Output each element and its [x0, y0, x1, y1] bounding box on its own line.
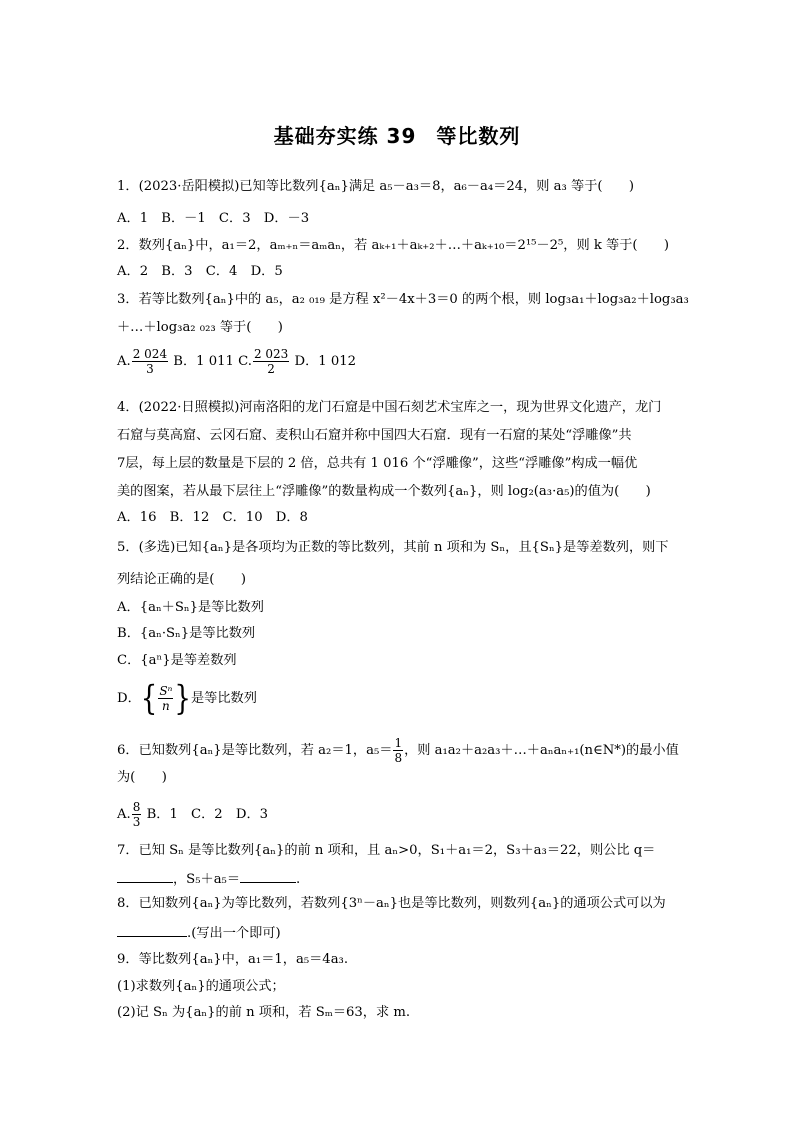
- q5-text-line1: 5．(多选)已知{aₙ}是各项均为正数的等比数列，其前 n 项和为 Sₙ，且{Sₙ}是等差数列，则下: [117, 540, 669, 555]
- q5-option-c: C．{aⁿ}是等差数列: [117, 653, 237, 668]
- q9-part-1: (1)求数列{aₙ}的通项公式；: [117, 979, 285, 994]
- q7-text-line1: 7．已知 Sₙ 是等比数列{aₙ}的前 n 项和，且 aₙ>0，S₁＋a₁＝2，S₃＋a₃＝22，则公比 q＝: [117, 843, 656, 858]
- q4-text-line2: 石窟与莫高窟、云冈石窟、麦积山石窟并称中国四大石窟．现有一石窟的某处“浮雕像”共: [117, 428, 632, 443]
- q8-text-line2: [117, 924, 281, 942]
- q6-text-line1: [117, 736, 679, 765]
- q9-text-line1: 9．等比数列{aₙ}中，a₁＝1，a₅＝4a₃.: [117, 952, 349, 967]
- page-title: [0, 120, 794, 149]
- q6-option-a-fraction: $\frac{8}{3}$: [132, 800, 141, 829]
- q9-part-2: (2)记 Sₙ 为{aₙ}的前 n 项和，若 Sₘ＝63，求 m.: [117, 1005, 411, 1020]
- q2-text: 2．数列{aₙ}中，a₁＝2，aₘ₊ₙ＝aₘaₙ，若 aₖ₊₁＋aₖ₊₂＋…＋aₖ₊₁₀＝2¹⁵－2⁵，则 k 等于( ): [117, 238, 670, 253]
- q3-option-b: B．1 011: [173, 354, 234, 369]
- q3-option-a-prefix: A.: [117, 354, 131, 369]
- q7-text-mid: ，S₅＋a₅＝: [173, 872, 241, 887]
- q7-text-line2: ，S₅＋a₅＝ .: [117, 870, 300, 888]
- q8-blank-formula[interactable]: [117, 924, 187, 937]
- q3-options: [117, 347, 356, 376]
- q8-text-end: .(写出一个即可): [187, 926, 281, 941]
- q6-options-rest: B．1 C．2 D．3: [146, 807, 269, 822]
- q3-option-d: D．1 012: [294, 354, 357, 369]
- q4-options: A．16 B．12 C．10 D．8: [117, 510, 308, 525]
- q3-text-line2: ＋…＋log₃a₂ ₀₂₃ 等于( ): [117, 320, 283, 335]
- q3-text-line1: 3．若等比数列{aₙ}中的 a₅，a₂ ₀₁₉ 是方程 x²－4x＋3＝0 的两个根，则 log₃a₁＋log₃a₂＋log₃a₃: [117, 292, 689, 307]
- q3-option-c-prefix: C.: [238, 354, 252, 369]
- q7-blank-sum[interactable]: [240, 870, 296, 883]
- q5-option-d-fraction: $\frac{\text{Sⁿ}}{n}$: [159, 684, 173, 713]
- q1-options: A．1 B．－1 C．3 D．－3: [117, 211, 310, 226]
- q5-option-a: A．{aₙ＋Sₙ}是等比数列: [117, 600, 264, 615]
- q5-option-d-prefix: D．: [117, 691, 141, 706]
- q4-text-line3: 7层，每上层的数量是下层的 2 倍，总共有 1 016 个“浮雕像”，这些“浮雕像”构成一幅优: [117, 456, 638, 471]
- q2-options: A．2 B．3 C．4 D．5: [117, 264, 283, 279]
- title-sub: 等比数列: [436, 124, 521, 148]
- q3-option-a-fraction: $\frac{2 024}{3}$: [132, 347, 168, 376]
- q5-option-b: B．{aₙ·Sₙ}是等比数列: [117, 626, 256, 641]
- title-main: 基础夯实练 39: [273, 124, 417, 148]
- q6-text-a: 6．已知数列{aₙ}是等比数列，若 a₂＝1，a₅＝: [117, 743, 393, 758]
- q6-text-b: ，则 a₁a₂＋a₂a₃＋…＋aₙaₙ₊₁(n∈N*)的最小值: [404, 743, 679, 758]
- q5-option-d: D．{ $\frac{\text{Sⁿ}}{n}$ }是等比数列: [117, 679, 257, 718]
- q3-option-c-fraction: $\frac{2 023}{2}$: [253, 347, 289, 376]
- q6-options: [117, 800, 268, 829]
- q4-text-line4: 美的图案，若从最下层往上“浮雕像”的数量构成一个数列{aₙ}，则 log₂(a₃·a₅)的值为( ): [117, 484, 651, 499]
- q6-text-line2: 为( ): [117, 770, 167, 785]
- q6-option-a-prefix: A.: [117, 807, 131, 822]
- q8-text-line1: 8．已知数列{aₙ}为等比数列，若数列{3ⁿ－aₙ}也是等比数列，则数列{aₙ}的通项公式可以为: [117, 896, 666, 911]
- q5-text-line2: 列结论正确的是( ): [117, 572, 246, 587]
- q1-text: 1．(2023·岳阳模拟)已知等比数列{aₙ}满足 a₅－a₃＝8，a₆－a₄＝24，则 a₃ 等于( ): [117, 179, 635, 194]
- q6-fraction: $\frac{1}{8}$: [394, 736, 403, 765]
- q7-blank-q[interactable]: [117, 870, 173, 883]
- q4-text-line1: 4．(2022·日照模拟)河南洛阳的龙门石窟是中国石刻艺术宝库之一，现为世界文化遗产，龙门: [117, 400, 662, 415]
- q5-option-d-suffix: 是等比数列: [190, 691, 257, 706]
